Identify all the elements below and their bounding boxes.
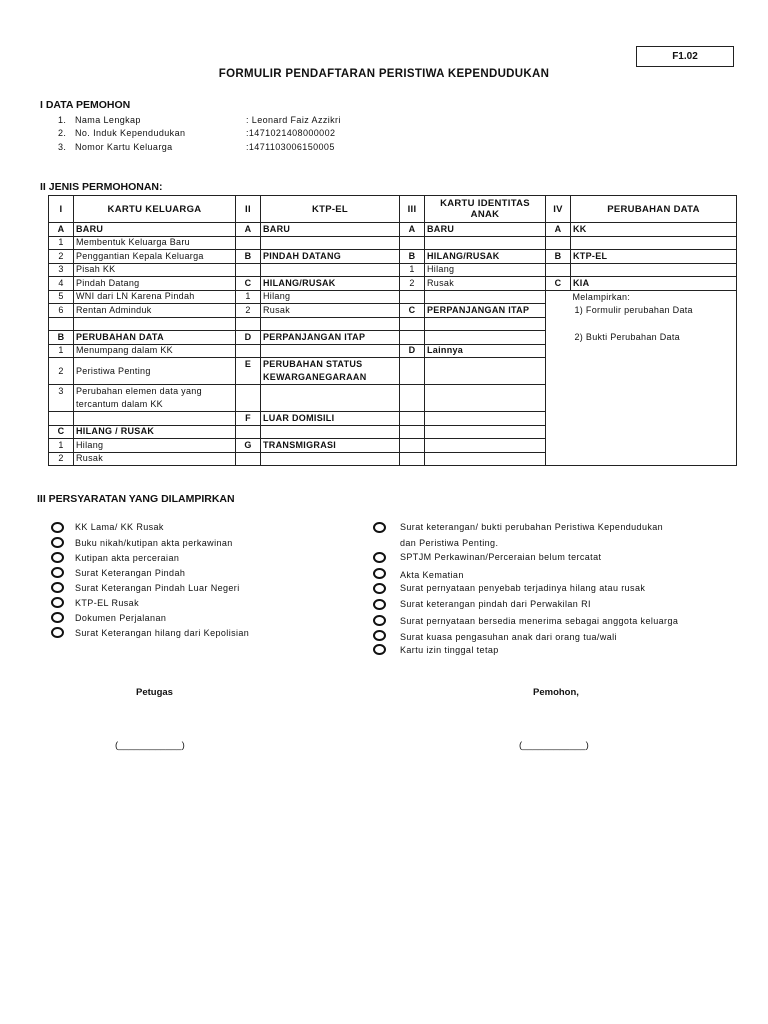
officer-signature-line: (____________) — [115, 740, 185, 751]
table-cell — [400, 385, 425, 412]
checkbox-circle[interactable] — [373, 568, 386, 579]
table-cell — [400, 452, 425, 466]
table-row — [49, 290, 737, 304]
header-cell: KARTU IDENTITAS ANAK — [425, 196, 546, 223]
table-cell: 2 — [49, 358, 74, 385]
table-cell: C — [400, 304, 425, 318]
table-cell: A — [400, 223, 425, 237]
table-cell — [571, 425, 737, 439]
table-cell — [546, 263, 571, 277]
form-code: F1.02 — [672, 51, 698, 62]
table-cell: 5 — [49, 290, 74, 304]
table-cell: 1 — [49, 344, 74, 358]
requirement-label: Buku nikah/kutipan akta perkawinan — [75, 538, 233, 548]
table-cell: Penggantian Kepala Keluarga — [74, 250, 236, 264]
table-cell — [546, 425, 571, 439]
requirement-label: Kutipan akta perceraian — [75, 553, 180, 563]
table-cell: 1) Formulir perubahan Data — [571, 304, 737, 318]
table-cell — [425, 385, 546, 412]
table-cell: C — [236, 277, 261, 291]
table-cell: D — [236, 331, 261, 345]
table-cell: Lainnya — [425, 344, 546, 358]
field-label-kk: Nomor Kartu Keluarga — [75, 142, 173, 152]
applicant-label: Pemohon, — [533, 687, 579, 698]
table-cell — [571, 358, 737, 385]
table-cell — [425, 317, 546, 331]
table-cell: TRANSMIGRASI — [261, 439, 400, 453]
table-cell — [571, 317, 737, 331]
table-row — [49, 223, 737, 237]
table-cell — [546, 236, 571, 250]
requirement-label: Surat Keterangan hilang dari Kepolisian — [75, 628, 250, 638]
table-cell: BARU — [74, 223, 236, 237]
table-cell: WNI dari LN Karena Pindah — [74, 290, 236, 304]
table-row — [49, 439, 737, 453]
table-row — [49, 452, 737, 466]
header-cell: KTP-EL — [261, 196, 400, 223]
table-cell — [546, 304, 571, 318]
table-cell: 1 — [400, 263, 425, 277]
table-row — [49, 331, 737, 345]
checkbox-circle[interactable] — [51, 627, 64, 638]
table-cell — [49, 317, 74, 331]
table-cell — [400, 236, 425, 250]
table-cell — [261, 263, 400, 277]
table-cell: PERUBAHAN STATUS KEWARGANEGARAAN — [261, 358, 400, 385]
table-cell — [546, 331, 571, 345]
table-cell: HILANG/RUSAK — [261, 277, 400, 291]
header-cell: III — [400, 196, 425, 223]
table-cell: C — [49, 425, 74, 439]
table-cell — [425, 439, 546, 453]
table-cell: HILANG / RUSAK — [74, 425, 236, 439]
table-cell: Hilang — [74, 439, 236, 453]
table-cell — [546, 290, 571, 304]
table-cell — [261, 236, 400, 250]
table-cell — [546, 344, 571, 358]
page-title: FORMULIR PENDAFTARAN PERISTIWA KEPENDUDUKAN — [218, 68, 550, 80]
field-value-nik: :1471021408000002 — [246, 128, 336, 138]
table-cell — [261, 317, 400, 331]
table-row — [49, 358, 737, 385]
requirement-label: Kartu izin tinggal tetap — [400, 645, 499, 655]
checkbox-circle[interactable] — [373, 552, 386, 563]
table-cell — [546, 385, 571, 412]
field-num: 1. — [58, 115, 67, 125]
checkbox-circle[interactable] — [373, 599, 386, 610]
table-cell: E — [236, 358, 261, 385]
table-cell: Perubahan elemen data yang tercantum dalam KK — [74, 385, 236, 412]
table-cell: PINDAH DATANG — [261, 250, 400, 264]
table-cell: B — [49, 331, 74, 345]
header-cell: KARTU KELUARGA — [74, 196, 236, 223]
header-cell: I — [49, 196, 74, 223]
table-cell — [400, 317, 425, 331]
table-row — [49, 385, 737, 412]
table-cell: Hilang — [425, 263, 546, 277]
table-row — [49, 277, 737, 291]
table-cell — [546, 317, 571, 331]
table-cell: 3 — [49, 385, 74, 412]
table-cell: D — [400, 344, 425, 358]
section3-heading: III PERSYARATAN YANG DILAMPIRKAN — [37, 493, 235, 505]
table-cell: PERPANJANGAN ITAP — [261, 331, 400, 345]
application-type-table — [48, 195, 737, 466]
table-row — [49, 317, 737, 331]
checkbox-circle[interactable] — [51, 597, 64, 608]
table-cell: Membentuk Keluarga Baru — [74, 236, 236, 250]
section1-heading: I DATA PEMOHON — [40, 99, 131, 111]
table-cell: B — [546, 250, 571, 264]
table-cell — [425, 358, 546, 385]
table-cell — [49, 412, 74, 426]
table-cell — [571, 385, 737, 412]
requirement-label: KK Lama/ KK Rusak — [75, 522, 164, 532]
table-cell — [261, 344, 400, 358]
field-value-name: : Leonard Faiz Azzikri — [246, 115, 341, 125]
table-cell: 2 — [236, 304, 261, 318]
checkbox-circle[interactable] — [373, 583, 386, 594]
table-cell — [74, 317, 236, 331]
table-cell — [546, 452, 571, 466]
table-cell: Menumpang dalam KK — [74, 344, 236, 358]
checkbox-circle[interactable] — [51, 522, 64, 533]
checkbox-circle[interactable] — [373, 644, 386, 655]
table-cell — [571, 236, 737, 250]
table-row — [49, 304, 737, 318]
requirement-label: SPTJM Perkawinan/Perceraian belum tercatat — [400, 552, 602, 562]
field-label-nik: No. Induk Kependudukan — [75, 128, 186, 138]
table-cell — [571, 263, 737, 277]
table-cell: Rusak — [261, 304, 400, 318]
field-label-name: Nama Lengkap — [75, 115, 141, 125]
requirement-label: Surat kuasa pengasuhan anak dari orang tua/wali — [400, 632, 617, 642]
requirement-label: Surat pernyataan bersedia menerima sebagai anggota keluarga — [400, 616, 679, 626]
table-cell — [571, 412, 737, 426]
requirement-label: KTP-EL Rusak — [75, 598, 139, 608]
table-row — [49, 236, 737, 250]
table-cell — [261, 425, 400, 439]
table-cell — [400, 425, 425, 439]
table-cell — [546, 412, 571, 426]
requirement-label: Akta Kematian — [400, 570, 464, 580]
table-cell: 2 — [49, 452, 74, 466]
table-cell: Hilang — [261, 290, 400, 304]
officer-label: Petugas — [136, 687, 173, 698]
table-cell: 4 — [49, 277, 74, 291]
table-row — [49, 412, 737, 426]
table-cell: A — [546, 223, 571, 237]
table-cell — [74, 412, 236, 426]
table-cell — [236, 317, 261, 331]
table-cell: 2 — [400, 277, 425, 291]
table-cell: PERPANJANGAN ITAP — [425, 304, 546, 318]
table-cell: A — [49, 223, 74, 237]
table-cell: F — [236, 412, 261, 426]
table-cell: C — [546, 277, 571, 291]
header-cell: PERUBAHAN DATA — [571, 196, 737, 223]
table-cell — [261, 452, 400, 466]
table-cell — [236, 425, 261, 439]
table-cell — [425, 452, 546, 466]
table-cell — [571, 344, 737, 358]
table-cell: 1 — [236, 290, 261, 304]
table-cell: Rusak — [74, 452, 236, 466]
table-cell — [400, 290, 425, 304]
table-cell: LUAR DOMISILI — [261, 412, 400, 426]
table-cell: BARU — [261, 223, 400, 237]
table-cell — [425, 425, 546, 439]
table-cell — [236, 385, 261, 412]
table-cell: 1 — [49, 439, 74, 453]
table-cell: 2) Bukti Perubahan Data — [571, 331, 737, 345]
table-cell: 3 — [49, 263, 74, 277]
table-cell — [236, 263, 261, 277]
table-cell — [400, 412, 425, 426]
table-cell: BARU — [425, 223, 546, 237]
checkbox-circle[interactable] — [51, 552, 64, 563]
table-cell: PERUBAHAN DATA — [74, 331, 236, 345]
requirement-label: Dokumen Perjalanan — [75, 613, 167, 623]
checkbox-circle[interactable] — [51, 567, 64, 578]
table-cell: 1 — [49, 236, 74, 250]
form-code-box — [636, 46, 734, 67]
table-cell: KK — [571, 223, 737, 237]
table-cell — [425, 290, 546, 304]
requirement-label: Surat keterangan/ bukti perubahan Peristiwa Kependudukan — [400, 522, 664, 532]
checkbox-circle[interactable] — [51, 612, 64, 623]
requirement-label: Surat keterangan pindah dari Perwakilan RI — [400, 599, 591, 609]
table-row — [49, 263, 737, 277]
requirement-label-continuation: dan Peristiwa Penting. — [400, 538, 499, 548]
table-cell — [400, 331, 425, 345]
table-cell: KTP-EL — [571, 250, 737, 264]
table-cell — [546, 358, 571, 385]
requirement-label: Surat Keterangan Pindah Luar Negeri — [75, 583, 240, 593]
table-cell — [571, 439, 737, 453]
checkbox-circle[interactable] — [51, 582, 64, 593]
header-cell: IV — [546, 196, 571, 223]
field-num: 2. — [58, 128, 67, 138]
table-cell — [425, 236, 546, 250]
field-value-kk: :1471103006150005 — [246, 142, 335, 152]
table-header-row — [49, 196, 737, 223]
table-cell: B — [400, 250, 425, 264]
table-cell — [425, 331, 546, 345]
checkbox-circle[interactable] — [373, 522, 386, 533]
table-cell: Rusak — [425, 277, 546, 291]
checkbox-circle[interactable] — [373, 630, 386, 641]
header-cell: II — [236, 196, 261, 223]
table-cell: 6 — [49, 304, 74, 318]
table-row — [49, 250, 737, 264]
table-row — [49, 344, 737, 358]
table-cell: A — [236, 223, 261, 237]
table-cell: G — [236, 439, 261, 453]
table-cell — [425, 412, 546, 426]
section2-heading: II JENIS PERMOHONAN: — [40, 181, 163, 193]
table-cell — [236, 452, 261, 466]
table-cell: Pindah Datang — [74, 277, 236, 291]
table-cell: HILANG/RUSAK — [425, 250, 546, 264]
checkbox-circle[interactable] — [51, 537, 64, 548]
table-row — [49, 425, 737, 439]
table-cell — [546, 439, 571, 453]
table-cell: 2 — [49, 250, 74, 264]
table-cell — [400, 358, 425, 385]
table-cell: KIA — [571, 277, 737, 291]
table-cell — [236, 236, 261, 250]
table-cell — [400, 439, 425, 453]
requirement-label: Surat pernyataan penyebab terjadinya hilang atau rusak — [400, 583, 646, 593]
field-num: 3. — [58, 142, 67, 152]
table-cell — [236, 344, 261, 358]
requirement-label: Surat Keterangan Pindah — [75, 568, 186, 578]
table-cell: Melampirkan: — [571, 290, 737, 304]
applicant-signature-line: (____________) — [519, 740, 589, 751]
table-cell — [571, 452, 737, 466]
table-cell: B — [236, 250, 261, 264]
table-cell: Rentan Adminduk — [74, 304, 236, 318]
table-cell: Pisah KK — [74, 263, 236, 277]
checkbox-circle[interactable] — [373, 615, 386, 626]
table-cell — [261, 385, 400, 412]
table-cell: Peristiwa Penting — [74, 358, 236, 385]
